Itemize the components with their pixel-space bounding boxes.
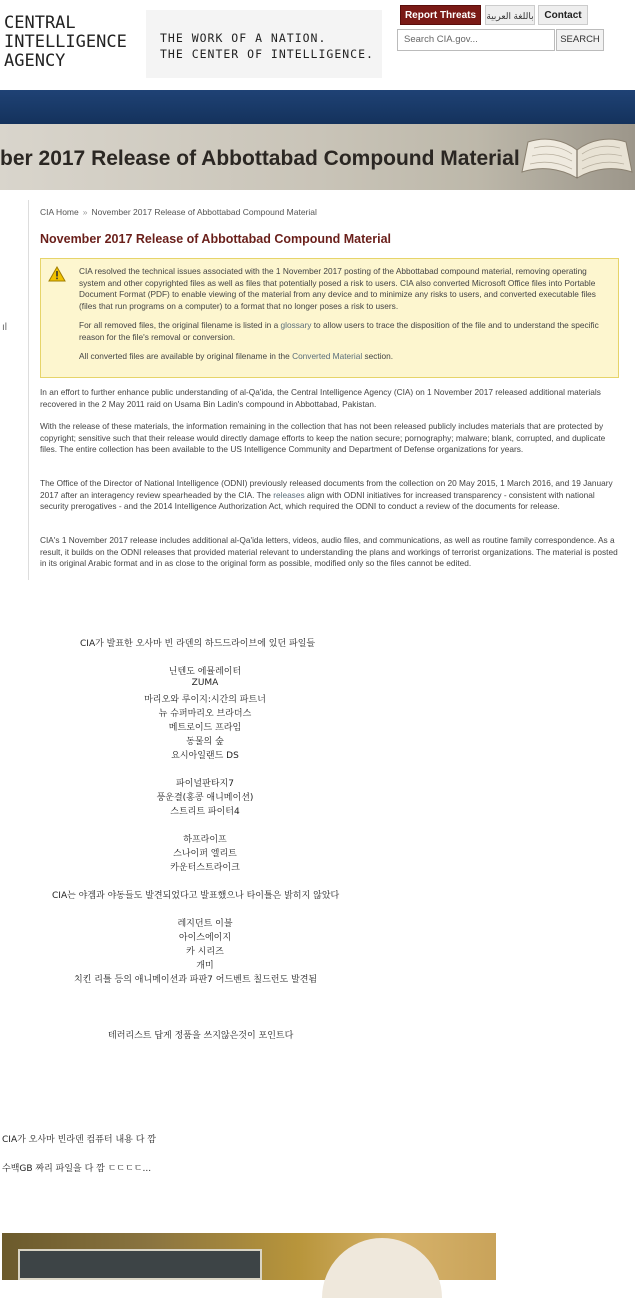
main-navigation-bar[interactable] xyxy=(0,90,635,124)
breadcrumb-separator: » xyxy=(82,207,88,217)
left-sidebar-edge xyxy=(0,200,29,580)
korean-note: CIA는 야겜과 야동들도 발견되었다고 발표했으나 타이틀은 밝히지 않았다 xyxy=(52,891,340,901)
notice-paragraph-2 xyxy=(79,320,611,343)
korean-item: 요시아일랜드 DS xyxy=(171,751,239,761)
sidebar-partial-glyph: ıl xyxy=(2,322,7,333)
notice-paragraph-1: CIA resolved the technical issues associated with the 1 November 2017 posting of the Abbottabad compound material, removing operating system and other copyrighted files as well as files that potentially posed a risk to users. CIA also converted Microsoft Office files into Portable Document Format (PDF) to enable viewing of the material from any device and to minimize any risks to users, and converted executable files (files that run programs on a computer) to a format that no longer poses a risk to users. xyxy=(79,266,596,311)
body-paragraph-2: With the release of these materials, the information remaining in the collection that has not been released publicly includes materials that are protected by copyright; sensitive such that their release would directly damage efforts to keep the nation secure; pornography; malware; blank, corrupted, and duplicate files. The entire collection has been available to the US Intelligence Community and Department of Defense organizations for years. xyxy=(40,421,606,454)
glossary-link[interactable]: glossary xyxy=(280,320,312,330)
korean-item: 마리오와 루이지:시간의 파트너 xyxy=(144,695,266,705)
motto-line-2: THE CENTER OF INTELLIGENCE. xyxy=(160,47,374,61)
body-paragraph-1: In an effort to further enhance public understanding of al-Qa'ida, the Central Intelligence Agency (CIA) on 1 November 2017 released additional materials recovered in the 2 May 2011 raid on Usama Bin Ladin's compound in Abbottabad, Pakistan. xyxy=(40,387,601,409)
notice-paragraph-3 xyxy=(79,351,611,363)
report-threats-button[interactable]: Report Threats xyxy=(400,5,481,25)
korean-item: 닌텐도 에뮬레이터 xyxy=(168,667,242,677)
warning-icon xyxy=(48,266,66,282)
korean-item: 치킨 리틀 등의 애니메이션과 파판7 어드벤트 칠드런도 발견됨 xyxy=(74,975,318,985)
korean-item: 풍운결(홍콩 애니메이션) xyxy=(156,793,254,803)
body-paragraph-3 xyxy=(40,478,620,513)
logo-line-2: INTELLIGENCE xyxy=(4,32,127,52)
body-p3-text-end: align with ODNI initiatives for increased transparency - consistent with national security prerogatives - and the 2014 Intelligence Authorization Act, which required the ODNI to conduct a review of the documents for release. xyxy=(40,489,595,511)
korean-item: 레지던트 이블 xyxy=(177,919,233,929)
korean-point: 테러리스트 답게 정품을 쓰지않은것이 포인트다 xyxy=(108,1031,294,1041)
comment-line-2: 수백GB 짜리 파일을 다 깜 ㄷㄷㄷㄷ... xyxy=(2,1164,152,1174)
arabic-language-link[interactable]: باللغة العربية xyxy=(485,5,535,25)
page-title: November 2017 Release of Abbottabad Compound Material xyxy=(40,232,392,246)
korean-item: 스트리트 파이터4 xyxy=(170,807,240,817)
korean-item: 동물의 숲 xyxy=(186,737,224,747)
photo-tv-screen xyxy=(18,1249,262,1280)
korean-item: 카운터스트라이크 xyxy=(170,863,240,873)
korean-heading: CIA가 발표한 오사마 빈 라덴의 하드드라이브에 있던 파일들 xyxy=(80,639,316,649)
search-input[interactable]: Search CIA.gov... xyxy=(397,29,555,51)
notice-p2-text-end: to allow users to trace the disposition of the file and to understand the specific reason for the file's removal or conversion. xyxy=(79,320,599,342)
korean-item: 메트로이드 프라임 xyxy=(168,723,242,733)
search-button[interactable]: SEARCH xyxy=(556,29,604,51)
korean-item: 카 시리즈 xyxy=(186,947,224,957)
body-paragraph-4: CIA's 1 November 2017 release includes additional al-Qa'ida letters, videos, audio files, and communications, as well as routine family correspondence. As a result, it builds on the ODNI releases that provided material relevant to understanding the plans and workings of terrorist organizations. The material is posted in its original Arabic format and in as close to the original form as possible, modified only so the files cannot be edited. xyxy=(40,535,618,568)
cia-logo[interactable] xyxy=(4,14,127,71)
korean-item: 파이널판타지7 xyxy=(176,779,234,789)
open-book-icon xyxy=(520,128,634,188)
korean-item: 스나이퍼 엘리트 xyxy=(173,849,237,859)
notice-text xyxy=(79,266,611,371)
releases-link[interactable]: releases xyxy=(273,489,305,500)
notice-p3-text-end: section. xyxy=(362,351,394,361)
contact-button[interactable]: Contact xyxy=(538,5,588,25)
korean-item: 개미 xyxy=(196,961,214,971)
korean-item: 뉴 슈퍼마리오 브라더스 xyxy=(158,709,252,719)
banner-title: ber 2017 Release of Abbottabad Compound Material xyxy=(0,147,520,170)
body-p3-text: The Office of the Director of National Intelligence (ODNI) previously released documents from the collection on 20 May 2015, 1 March 2016, and 19 January 2017 after an interagency review spearheaded by the CIA. The xyxy=(40,478,613,500)
korean-item: ZUMA xyxy=(191,678,219,688)
korean-item: 하프라이프 xyxy=(183,835,227,845)
logo-line-1: CENTRAL xyxy=(4,13,76,33)
motto-line-1: THE WORK OF A NATION. xyxy=(160,31,327,45)
converted-material-link[interactable]: Converted Material xyxy=(292,351,363,361)
notice-p2-text: For all removed files, the original filename is listed in a xyxy=(79,320,281,330)
logo-line-3: AGENCY xyxy=(4,51,66,71)
breadcrumb-current: November 2017 Release of Abbottabad Compound Material xyxy=(91,207,317,217)
notice-p3-text: All converted files are available by original filename in the xyxy=(79,351,293,361)
breadcrumb-home-link[interactable]: CIA Home xyxy=(40,207,79,217)
korean-item: 아이스에이지 xyxy=(178,933,232,943)
motto xyxy=(160,30,374,62)
comment-line-1: CIA가 오사마 빈라덴 컴퓨터 내용 다 깜 xyxy=(2,1135,156,1145)
breadcrumb xyxy=(40,207,317,217)
